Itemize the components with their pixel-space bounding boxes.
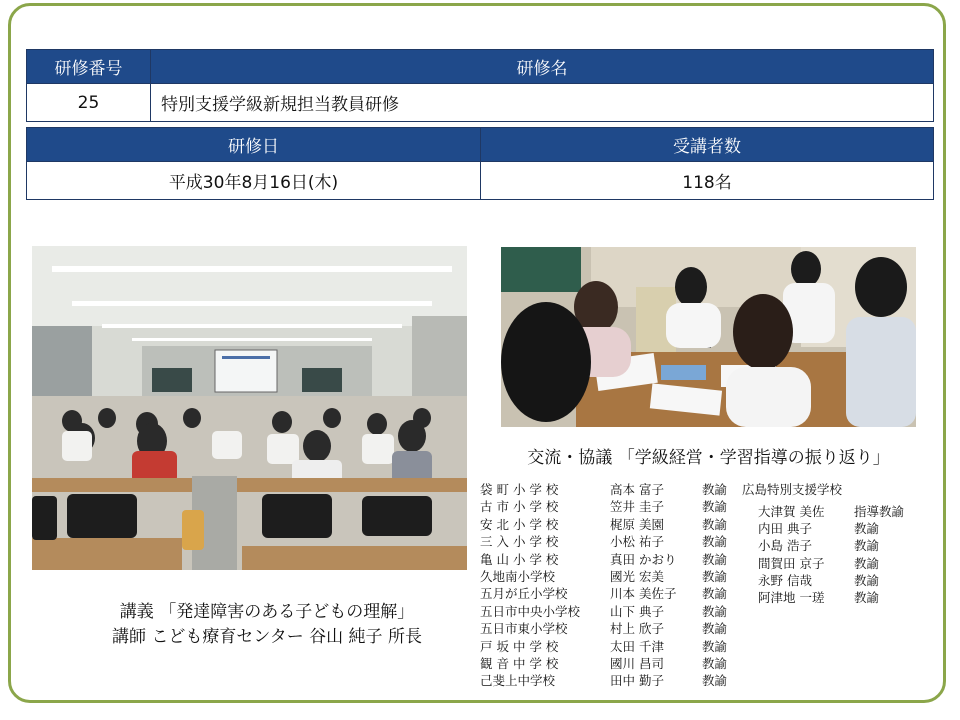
job-title: 教諭 — [854, 521, 880, 537]
person-name: 小松 祐子 — [610, 534, 664, 550]
lecture-title: 講義 「発達障害のある子どもの理解」 — [119, 602, 415, 622]
school-name: 戸 坂 中 学 校 — [480, 638, 559, 654]
school-name: 五日市中央小学校 — [480, 603, 581, 619]
header-training-name: 研修名 — [151, 50, 934, 84]
job-title: 指導教諭 — [854, 504, 905, 519]
training-info-table — [26, 49, 934, 122]
job-title: 教諭 — [702, 516, 728, 532]
job-title: 教諭 — [702, 534, 728, 550]
job-title: 教諭 — [702, 569, 728, 584]
job-title: 教諭 — [854, 538, 880, 554]
school-name: 亀 山 小 学 校 — [480, 551, 559, 567]
job-title: 教諭 — [702, 482, 728, 497]
person-name: 太田 千津 — [610, 638, 664, 654]
job-title: 教諭 — [854, 590, 880, 605]
lecture-photo — [32, 246, 467, 570]
training-date: 平成30年8月16日(木) — [27, 162, 481, 200]
school-name: 安 北 小 学 校 — [480, 516, 559, 532]
person-name: 山下 典子 — [610, 603, 664, 619]
person-name: 村上 欣子 — [610, 621, 664, 637]
school-name: 久地南小学校 — [480, 569, 556, 584]
discussion-title: 交流・協議 「学級経営・学習指導の振り返り」 — [527, 448, 890, 468]
person-name: 大津賀 美佐 — [758, 504, 825, 519]
school-name: 観 音 中 学 校 — [480, 656, 559, 671]
lecturer-name: 講師 こども療育センター 谷山 純子 所長 — [112, 627, 422, 647]
person-name: 田中 勤子 — [610, 673, 664, 689]
roster-right — [742, 480, 942, 620]
header-attendees: 受講者数 — [481, 128, 934, 162]
header-training-number: 研修番号 — [27, 50, 151, 84]
person-name: 永野 信哉 — [758, 572, 812, 588]
roster-left — [480, 480, 740, 690]
job-title: 教諭 — [702, 499, 728, 515]
job-title: 教諭 — [702, 603, 728, 619]
person-name: 高本 富子 — [610, 482, 664, 497]
person-name: 真田 かおり — [610, 551, 677, 567]
job-title: 教諭 — [702, 638, 728, 654]
person-name: 笠井 圭子 — [610, 499, 664, 515]
school-name: 三 入 小 学 校 — [480, 534, 559, 550]
special-school-name: 広島特別支援学校 — [742, 482, 843, 497]
header-training-date: 研修日 — [27, 128, 481, 162]
job-title: 教諭 — [854, 555, 880, 571]
person-name: 國川 昌司 — [610, 656, 664, 671]
training-number: 25 — [27, 84, 151, 122]
job-title: 教諭 — [702, 551, 728, 567]
person-name: 阿津地 一瑳 — [758, 590, 825, 605]
person-name: 小島 浩子 — [758, 538, 812, 554]
school-name: 袋 町 小 学 校 — [480, 482, 559, 497]
attendee-count: 118名 — [481, 162, 934, 200]
person-name: 川本 美佐子 — [610, 586, 677, 602]
school-name: 古 市 小 学 校 — [480, 499, 559, 515]
school-name: 己斐上中学校 — [480, 673, 556, 689]
job-title: 教諭 — [702, 621, 728, 637]
person-name: 内田 典子 — [758, 521, 812, 537]
person-name: 間賀田 京子 — [758, 555, 825, 571]
job-title: 教諭 — [702, 656, 728, 671]
training-name: 特別支援学級新規担当教員研修 — [151, 84, 934, 122]
job-title: 教諭 — [702, 586, 728, 602]
school-name: 五月が丘小学校 — [480, 586, 568, 602]
job-title: 教諭 — [854, 572, 880, 588]
discussion-photo — [501, 247, 916, 427]
person-name: 國光 宏美 — [610, 569, 664, 584]
school-name: 五日市東小学校 — [480, 621, 568, 637]
person-name: 梶原 美園 — [610, 516, 664, 532]
job-title: 教諭 — [702, 673, 728, 689]
training-date-table — [26, 127, 934, 200]
